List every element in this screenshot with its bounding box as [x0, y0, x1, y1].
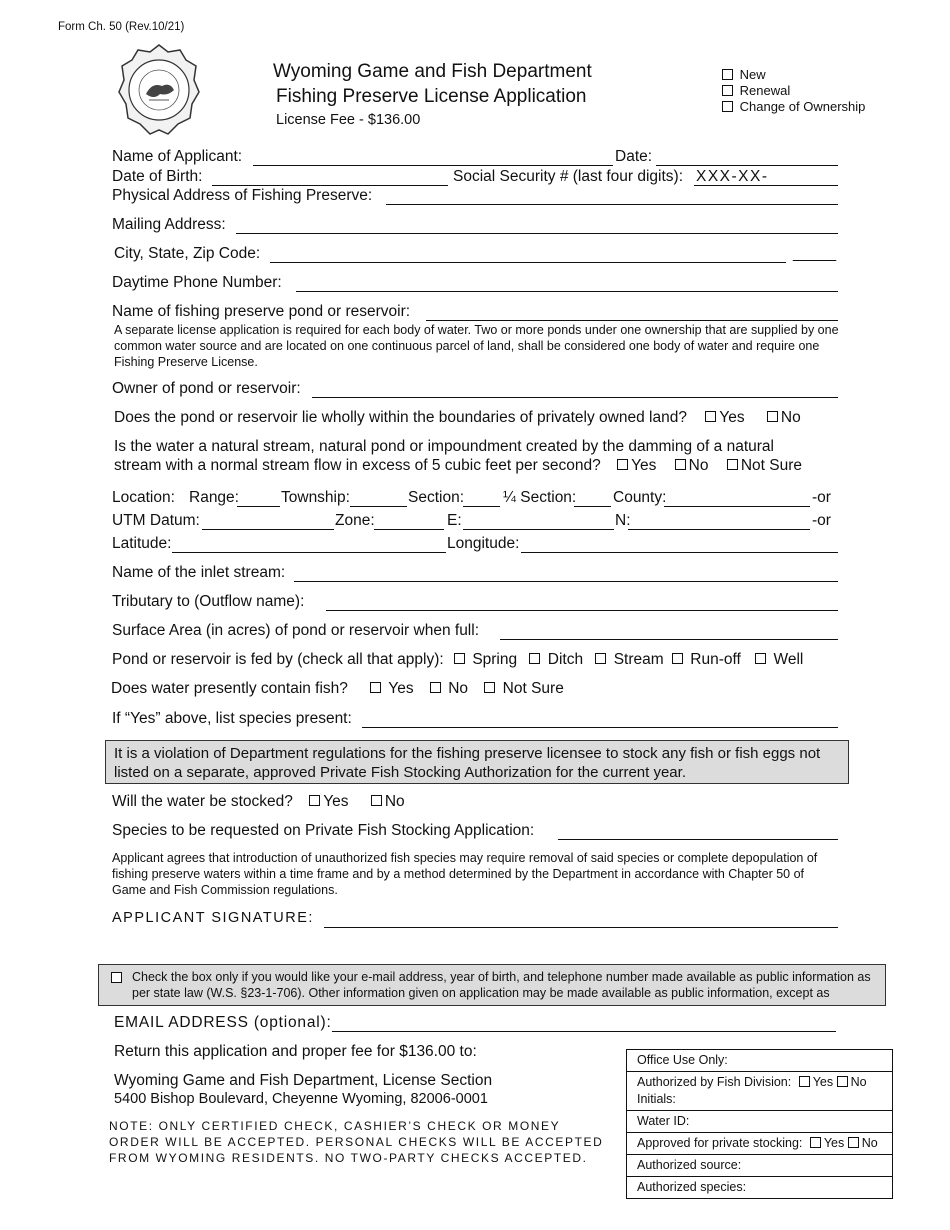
northing-label: N:: [615, 512, 631, 529]
tributary-field[interactable]: [326, 610, 838, 611]
zone-field[interactable]: [374, 529, 444, 530]
physical-address-label: Physical Address of Fishing Preserve:: [112, 187, 373, 204]
natural-stream-yes[interactable]: Yes: [617, 457, 656, 474]
private-land-question: Does the pond or reservoir lie wholly within the boundaries of privately owned land? Yes No: [114, 409, 801, 426]
utm-datum-label: UTM Datum:: [112, 512, 200, 529]
inlet-label: Name of the inlet stream:: [112, 564, 286, 581]
form-code: Form Ch. 50 (Rev.10/21): [58, 21, 185, 33]
checkbox[interactable]: [595, 653, 606, 664]
office-authorized-species: Authorized species:: [637, 1180, 747, 1194]
checkbox[interactable]: [675, 459, 686, 470]
surface-area-label: Surface Area (in acres) of pond or reservoir when full:: [112, 622, 480, 639]
date-label: Date:: [615, 148, 653, 165]
contain-fish-question: Does water presently contain fish? Yes No Not Sure: [111, 680, 564, 697]
office-authorized-source: Authorized source:: [627, 1155, 892, 1177]
dob-label: Date of Birth:: [112, 168, 203, 185]
phone-field[interactable]: [296, 291, 838, 292]
checkbox[interactable]: [722, 69, 733, 80]
fed-by-question: Pond or reservoir is fed by (check all that apply): Spring Ditch Stream Run-off Well: [112, 651, 804, 668]
checkbox[interactable]: [672, 653, 683, 664]
checkbox[interactable]: [370, 682, 381, 693]
inlet-field[interactable]: [294, 581, 838, 582]
pond-name-field[interactable]: [426, 320, 838, 321]
species-present-field[interactable]: [362, 727, 838, 728]
checkbox[interactable]: [705, 411, 716, 422]
office-authorized-yes[interactable]: Yes: [799, 1075, 833, 1089]
natural-stream-question-line2: stream with a normal stream flow in excess of 5 cubic feet per second? Yes No Not Sure: [114, 457, 802, 474]
natural-stream-no[interactable]: No: [675, 457, 709, 474]
owner-field[interactable]: [312, 397, 838, 398]
department-badge-logo: [116, 42, 202, 138]
checkbox[interactable]: [454, 653, 465, 664]
species-present-label: If “Yes” above, list species present:: [112, 710, 352, 727]
natural-stream-not-sure[interactable]: Not Sure: [727, 457, 802, 474]
natural-stream-question-line1: Is the water a natural stream, natural pond or impoundment created by the damming of a natural: [114, 438, 774, 455]
range-label: Range:: [189, 489, 239, 506]
office-approved-row: Approved for private stocking: Yes No: [627, 1133, 892, 1155]
county-field[interactable]: [664, 506, 810, 507]
office-authorized-no[interactable]: No: [837, 1075, 867, 1089]
utm-datum-field[interactable]: [202, 529, 334, 530]
county-label: County:: [613, 489, 667, 506]
mailing-address-label: Mailing Address:: [112, 216, 226, 233]
email-field[interactable]: [332, 1031, 836, 1032]
office-initials: Initials:: [637, 1092, 676, 1106]
checkbox[interactable]: [755, 653, 766, 664]
pond-name-label: Name of fishing preserve pond or reservoir:: [112, 303, 411, 320]
fed-by-stream[interactable]: Stream: [595, 651, 663, 668]
owner-label: Owner of pond or reservoir:: [112, 380, 301, 397]
surface-area-field[interactable]: [500, 639, 838, 640]
private-land-no[interactable]: No: [767, 409, 801, 426]
office-use-box: [626, 1049, 893, 1199]
latitude-field[interactable]: [172, 552, 446, 553]
checkbox[interactable]: [722, 101, 733, 112]
ssn-label: Social Security # (last four digits):: [453, 168, 684, 185]
checkbox[interactable]: [799, 1076, 810, 1087]
application-type-options: [722, 67, 865, 115]
office-approved-yes[interactable]: Yes: [810, 1136, 844, 1150]
ssn-value: XXX-XX-: [696, 168, 769, 185]
easting-label: E:: [447, 512, 462, 529]
office-approved-no[interactable]: No: [848, 1136, 878, 1150]
mailing-org: Wyoming Game and Fish Department, License Section: [114, 1072, 493, 1089]
payment-note: NOTE: ONLY CERTIFIED CHECK, CASHIER’S CHECK OR MONEY ORDER WILL BE ACCEPTED. PERSONAL CHECKS WILL BE ACCEPTED FROM WYOMING RESIDENTS. NO TWO-PARTY CHECKS ACCEPTED.: [109, 1119, 604, 1165]
type-option-renewal[interactable]: Renewal: [722, 83, 865, 99]
contain-fish-yes[interactable]: Yes: [370, 680, 413, 697]
checkbox[interactable]: [430, 682, 441, 693]
pond-note: A separate license application is required for each body of water. Two or more ponds under one ownership that are supplied by one common water source and are located on one continuous parcel of land, shall be considered one body of water and require one Fishing Preserve License.: [114, 323, 839, 369]
zone-label: Zone:: [335, 512, 375, 529]
species-requested-label: Species to be requested on Private Fish Stocking Application:: [112, 822, 535, 839]
fed-by-spring[interactable]: Spring: [454, 651, 517, 668]
township-field[interactable]: [350, 506, 407, 507]
office-use-title: Office Use Only:: [627, 1050, 892, 1072]
longitude-field[interactable]: [521, 552, 838, 553]
easting-field[interactable]: [463, 529, 614, 530]
signature-label: APPLICANT SIGNATURE:: [112, 910, 314, 926]
office-water-id: Water ID:: [627, 1111, 892, 1133]
signature-field[interactable]: [324, 927, 838, 928]
form-title: Fishing Preserve License Application: [276, 86, 587, 107]
agreement-text: Applicant agrees that introduction of unauthorized fish species may require removal of said species or complete depopulation of fishing preserve waters within a time frame and by a method determined by the Department in accordance with Chapter 50 of Game and Fish Commission regulations.: [112, 851, 818, 897]
city-state-zip-label: City, State, Zip Code:: [114, 245, 261, 262]
email-label: EMAIL ADDRESS (optional):: [114, 1014, 332, 1031]
section-label: Section:: [408, 489, 465, 506]
quarter-section-field[interactable]: [574, 506, 611, 507]
checkbox[interactable]: [484, 682, 495, 693]
mailing-address-field[interactable]: [236, 233, 838, 234]
township-label: Township:: [281, 489, 350, 506]
checkbox[interactable]: [371, 795, 382, 806]
longitude-label: Longitude:: [447, 535, 520, 552]
license-fee: License Fee - $136.00: [276, 112, 421, 128]
contain-fish-no[interactable]: No: [430, 680, 468, 697]
type-option-new[interactable]: New: [722, 67, 865, 83]
fed-by-well[interactable]: Well: [755, 651, 803, 668]
checkbox[interactable]: [309, 795, 320, 806]
type-option-change-ownership[interactable]: Change of Ownership: [722, 99, 865, 115]
city-state-zip-field[interactable]: [270, 262, 786, 263]
dob-field[interactable]: [212, 185, 448, 186]
applicant-name-label: Name of Applicant:: [112, 148, 243, 165]
office-authorized-row: Authorized by Fish Division: Yes No Initials:: [627, 1072, 892, 1111]
physical-address-field[interactable]: [386, 204, 838, 205]
checkbox[interactable]: [722, 85, 733, 96]
checkbox[interactable]: [767, 411, 778, 422]
location-label: Location:: [112, 489, 175, 506]
checkbox[interactable]: [529, 653, 540, 664]
tributary-label: Tributary to (Outflow name):: [112, 593, 305, 610]
violation-notice-box: [105, 740, 849, 784]
mailing-address: 5400 Bishop Boulevard, Cheyenne Wyoming, 82006-0001: [114, 1091, 488, 1107]
public-info-checkbox[interactable]: [111, 972, 122, 983]
applicant-name-field[interactable]: [253, 165, 613, 166]
species-requested-field[interactable]: [558, 839, 838, 840]
or-label-2: -or: [812, 512, 831, 529]
will-stock-no[interactable]: No: [371, 793, 405, 810]
fed-by-ditch[interactable]: Ditch: [529, 651, 583, 668]
violation-notice: It is a violation of Department regulations for the fishing preserve licensee to stock any fish or fish eggs not listed on a separate, approved Private Fish Stocking Authorization for the current year.: [114, 745, 821, 781]
return-instructions: Return this application and proper fee for $136.00 to:: [114, 1043, 477, 1060]
checkbox[interactable]: [810, 1137, 821, 1148]
will-stock-question: Will the water be stocked? Yes No: [112, 793, 405, 810]
or-label-1: -or: [812, 489, 831, 506]
date-field[interactable]: [656, 165, 838, 166]
public-info-text: Check the box only if you would like your e-mail address, year of birth, and telephone number made available as public information as per state law (W.S. §23-1-706). Other information given on application may be made available as public information, except as: [132, 970, 871, 1000]
checkbox[interactable]: [727, 459, 738, 470]
public-info-box: [98, 964, 886, 1006]
contain-fish-not-sure[interactable]: Not Sure: [484, 680, 563, 697]
quarter-section-label: ¼ Section:: [503, 489, 577, 506]
city-trailing: _____: [793, 245, 837, 262]
section-field[interactable]: [463, 506, 500, 507]
checkbox[interactable]: [837, 1076, 848, 1087]
fed-by-runoff[interactable]: Run-off: [672, 651, 741, 668]
phone-label: Daytime Phone Number:: [112, 274, 282, 291]
will-stock-yes[interactable]: Yes: [309, 793, 348, 810]
private-land-yes[interactable]: Yes: [705, 409, 744, 426]
range-field[interactable]: [237, 506, 280, 507]
ssn-field[interactable]: [694, 185, 838, 186]
checkbox[interactable]: [848, 1137, 859, 1148]
northing-field[interactable]: [628, 529, 810, 530]
latitude-label: Latitude:: [112, 535, 172, 552]
department-name: Wyoming Game and Fish Department: [273, 61, 592, 82]
checkbox[interactable]: [617, 459, 628, 470]
